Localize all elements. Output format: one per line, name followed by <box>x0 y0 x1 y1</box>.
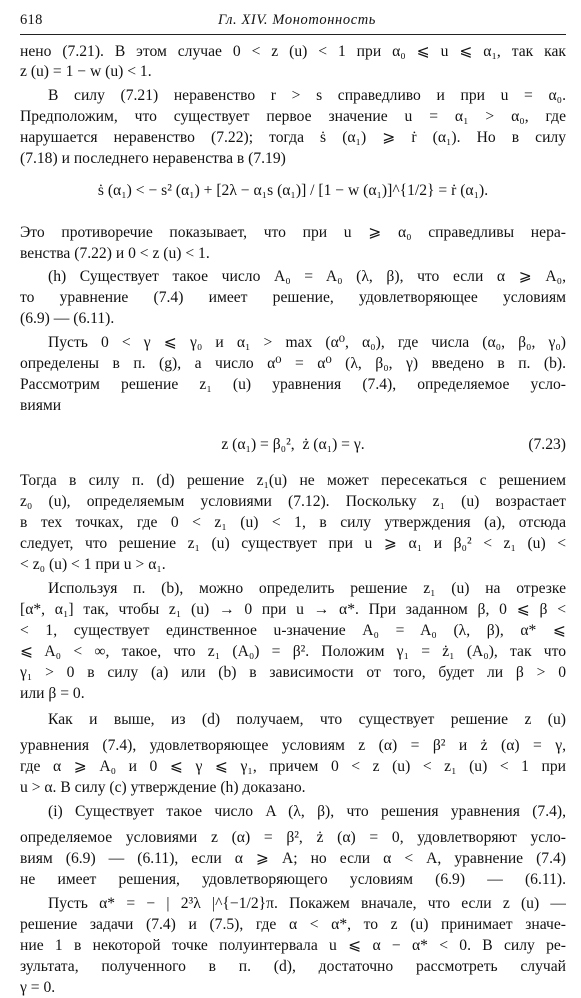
line-text: В силу (7.21) неравенство r > s справедливо и при u = α₀. <box>48 87 566 104</box>
line-text: z₀ (u), определяемым условиями (7.12). Поскольку z₁ (u) возрастает <box>20 493 566 510</box>
line-text: ⩽ A₀ < ∞, такое, что z₁ (A₀) = β². Положим γ₁ = ż₁ (A₀), так что <box>20 643 566 660</box>
line-text: z (α₁) = β₀², ż (α₁) = γ. <box>221 436 365 453</box>
line-text: уравнения (7.4), удовлетворяющее условиям z (α) = β² и ż (α) = γ, <box>20 737 566 754</box>
text-line <box>20 492 566 512</box>
line-text: < z₀ (u) < 1 при u > α₁. <box>20 556 166 573</box>
text-line <box>20 435 566 455</box>
line-text: [α*, α₁] так, чтобы z₁ (u) → 0 при u → α*. При заданном β, 0 ⩽ β < <box>20 601 566 618</box>
text-line <box>20 600 566 620</box>
line-text: < 1, существует единственное u-значение A₀ = A₀ (λ, β), α* ⩽ <box>20 622 566 639</box>
line-text: виям (6.9) — (6.11), если α ⩾ A; но если α < A, уравнение (7.4) <box>20 850 566 867</box>
line-text: Предположим, что существует первое значение u = α₁ > α₀, где <box>20 108 566 125</box>
line-text: (h) Существует такое число A₀ = A₀ (λ, β), что если α ⩾ A₀, <box>48 268 566 285</box>
line-text: нарушается неравенство (7.22); тогда ṡ (α₁) ⩾ ṙ (α₁). Но в силу <box>20 129 566 146</box>
line-text: не имеет решения, удовлетворяющего условиям (6.9) — (6.11). <box>20 871 566 888</box>
running-title: Гл. XIV. Монотонность <box>218 12 377 28</box>
line-text: u > α. В силу (c) утверждение (h) доказано. <box>20 779 306 796</box>
text-line <box>20 42 566 62</box>
page-number: 618 <box>20 12 43 28</box>
text-line <box>20 107 566 127</box>
text-line <box>20 757 566 777</box>
text-line <box>20 957 566 977</box>
line-text: то уравнение (7.4) имеет решение, удовлетворяющее условиям <box>20 289 566 306</box>
line-text: ṡ (α₁) < − s² (α₁) + [2λ − α₁s (α₁)] / [1 − w (α₁)]^{1/2} = ṙ (α₁). <box>97 182 489 199</box>
page-header <box>20 12 566 32</box>
equation-number: (7.23) <box>528 436 566 453</box>
text-line <box>20 181 566 201</box>
text-line <box>20 915 566 935</box>
line-text: нено (7.21). В этом случае 0 < z (u) < 1 при α₀ ⩽ u ⩽ α₁, так как <box>20 43 566 60</box>
text-line <box>20 936 566 956</box>
text-line <box>20 736 566 756</box>
text-line <box>20 354 566 374</box>
line-text: зультата, полученного в п. (d), достаточно рассмотреть случай <box>20 958 566 975</box>
text-line <box>20 309 566 329</box>
text-line <box>20 128 566 148</box>
line-text: (7.18) и последнего неравенства в (7.19) <box>20 150 286 167</box>
line-text: венства (7.22) и 0 < z (u) < 1. <box>20 245 210 262</box>
text-line <box>20 849 566 869</box>
text-line <box>20 642 566 662</box>
line-text: Тогда в силу п. (d) решение z₁(u) не может пересекаться с решением <box>20 472 566 489</box>
text-line <box>20 828 566 848</box>
line-text: ние 1 в некоторой точке полуинтервала u ⩽ α − α* < 0. В силу ре- <box>20 937 566 954</box>
line-text: Это противоречие показывает, что при u ⩾ α₀ справедливы нера- <box>20 224 566 241</box>
text-line <box>20 621 566 641</box>
text-line <box>20 663 566 683</box>
text-line <box>20 513 566 533</box>
line-text: в тех точках, где 0 < z₁ (u) < 1, в силу утверждения (a), отсюда <box>20 514 566 531</box>
text-line <box>20 471 566 491</box>
text-line <box>20 555 566 575</box>
line-text: γ = 0. <box>20 979 56 996</box>
line-text: где α ⩾ A₀ и 0 ⩽ γ ⩽ γ₁, причем 0 < z (u) < z₁ (u) < 1 при <box>20 758 566 775</box>
line-text: Как и выше, из (d) получаем, что существует решение z (u) <box>48 711 566 728</box>
line-text: Используя п. (b), можно определить решение z₁ (u) на отрезке <box>48 580 566 597</box>
line-text: Пусть α* = − | 2³λ |^{−1/2}π. Покажем вначале, что если z (u) — <box>48 895 566 912</box>
text-line <box>20 710 566 730</box>
text-line <box>20 375 566 395</box>
header-rule <box>20 34 566 35</box>
text-line <box>20 870 566 890</box>
line-text: (i) Существует такое число A (λ, β), что решения уравнения (7.4), <box>48 803 566 820</box>
text-line <box>20 149 566 169</box>
text-line <box>20 333 566 353</box>
line-text: Рассмотрим решение z₁ (u) уравнения (7.4), определяемое усло- <box>20 376 566 393</box>
line-text: решение задачи (7.4) и (7.5), где α < α*, то z (u) принимает значе- <box>20 916 566 933</box>
line-text: виями <box>20 397 62 414</box>
line-text: γ₁ > 0 в силу (a) или (b) в зависимости от того, будет ли β > 0 <box>20 664 566 681</box>
line-text: (6.9) — (6.11). <box>20 310 115 327</box>
text-line <box>20 778 566 798</box>
line-text: или β = 0. <box>20 685 85 702</box>
line-text: следует, что решение z₁ (u) существует при u ⩾ α₁ и β₀² < z₁ (u) < <box>20 535 566 552</box>
text-line <box>20 579 566 599</box>
line-text: z (u) = 1 − w (u) < 1. <box>20 63 152 80</box>
text-line <box>20 62 566 82</box>
text-line <box>20 894 566 914</box>
text-line <box>20 396 566 416</box>
text-line <box>20 86 566 106</box>
text-line <box>20 244 566 264</box>
text-line <box>20 288 566 308</box>
line-text: определены в п. (g), а число α⁰ = α⁰ (λ, β₀, γ) введено в п. (b). <box>20 355 566 372</box>
line-text: определяемое условиями z (α) = β², ż (α) = 0, удовлетворяют усло- <box>20 829 566 846</box>
line-text: Пусть 0 < γ ⩽ γ₀ и α₁ > max (α⁰, α₀), где числа (α₀, β₀, γ₀) <box>48 334 566 351</box>
text-line <box>20 534 566 554</box>
text-line <box>20 267 566 287</box>
text-line <box>20 684 566 704</box>
text-line <box>20 978 566 998</box>
text-line <box>20 223 566 243</box>
text-line <box>20 802 566 822</box>
